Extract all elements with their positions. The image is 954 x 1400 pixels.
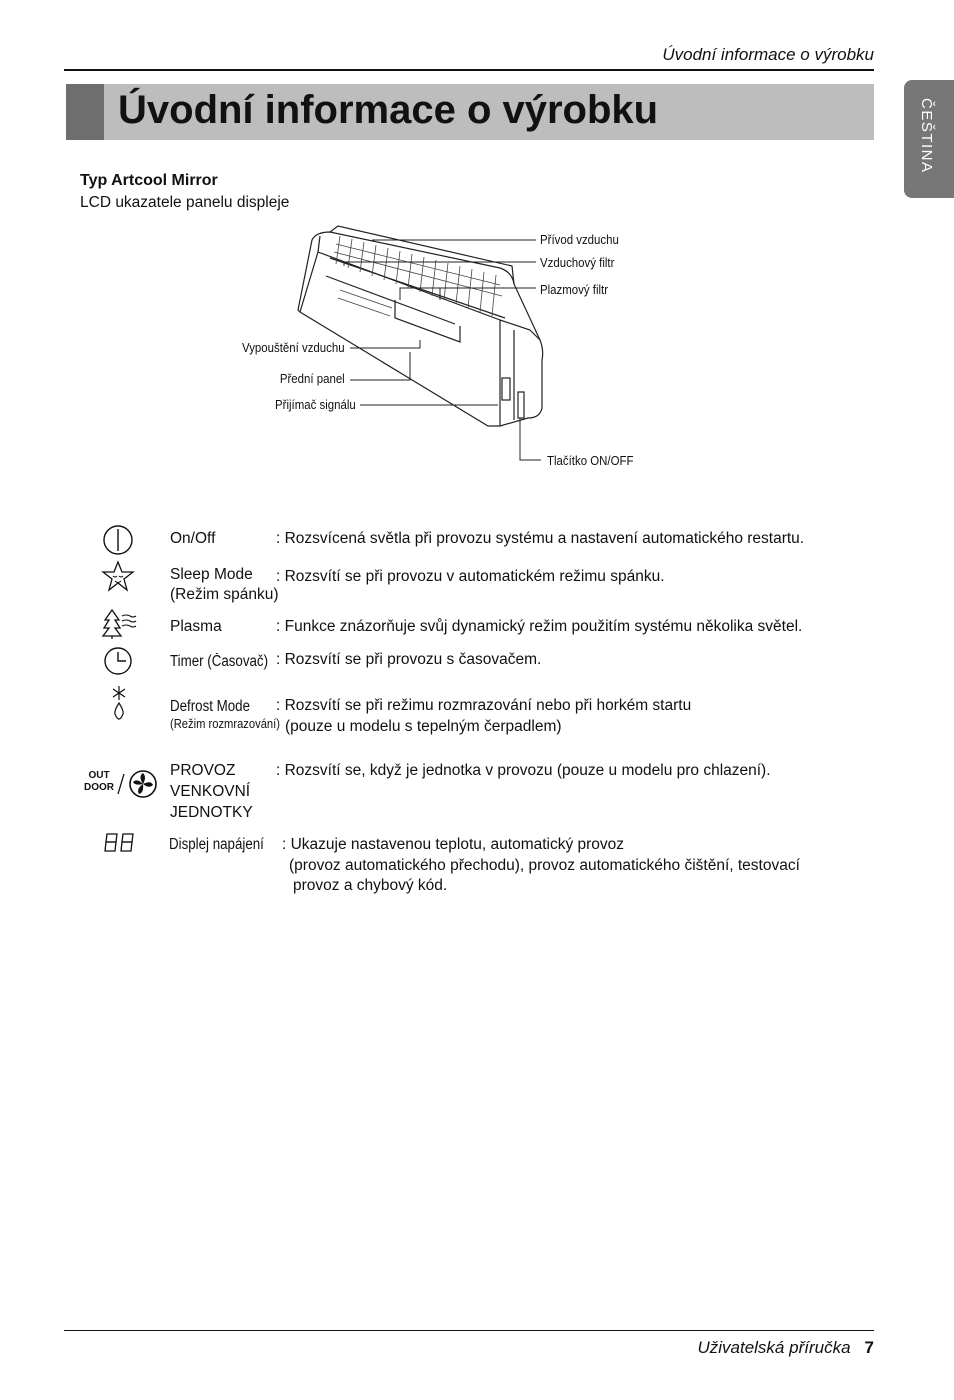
label-signal-receiver: Přijímač signálu (275, 397, 356, 412)
language-tab-label: ČEŠTINA (918, 98, 935, 174)
page-number: 7 (864, 1338, 874, 1357)
plasma-tree-icon (101, 608, 137, 640)
indicator-desc-sleep: : Rozsvítí se při provozu v automatickém režimu spánku. (276, 568, 665, 585)
running-header: Úvodní informace o výrobku (662, 45, 874, 64)
section-subheading: LCD ukazatele panelu displeje (80, 194, 290, 211)
indicator-label-plasma: Plasma (170, 618, 222, 635)
outdoor-fan-icon (116, 768, 158, 800)
label-plasma-filter: Plazmový filtr (540, 282, 609, 297)
footer (560, 1338, 874, 1358)
clock-icon (103, 646, 133, 676)
label-onoff-button: Tlačítko ON/OFF (547, 453, 634, 468)
label-air-outlet: Vypouštění vzduchu (242, 340, 345, 355)
indicator-desc-defrost-2: (pouze u modelu s tepelným čerpadlem) (285, 718, 562, 735)
indicator-label-outdoor: PROVOZ (170, 762, 236, 779)
page-title: Úvodní informace o výrobku (118, 88, 659, 132)
indicator-label-defrost: Defrost Mode (170, 698, 251, 715)
sleep-star-icon (101, 560, 135, 592)
indicator-label-sleep: Sleep Mode (170, 566, 253, 583)
label-air-filter: Vzduchový filtr (540, 255, 615, 270)
label-front-panel: Přední panel (280, 371, 345, 386)
indoor-unit-diagram (0, 0, 954, 500)
outdoor-icon-text-out: OUT (88, 770, 110, 781)
outdoor-icon-text (82, 770, 116, 794)
indicator-desc-plasma: : Funkce znázorňuje svůj dynamický režim použitím systému několika světel. (276, 618, 803, 635)
power-icon (102, 524, 134, 556)
footer-rule (64, 1330, 874, 1331)
indicator-desc-defrost: : Rozsvítí se při režimu rozmrazování nebo při horkém startu (276, 697, 692, 714)
label-air-intake: Přívod vzduchu (540, 232, 619, 247)
indicator-label-outdoor-3: JEDNOTKY (170, 804, 253, 821)
section-heading: Typ Artcool Mirror (80, 172, 218, 189)
indicator-label-onoff: On/Off (170, 530, 216, 547)
indicator-desc-display-3: provoz a chybový kód. (293, 877, 448, 894)
indicator-desc-timer: : Rozsvítí se při provozu s časovačem. (276, 651, 542, 668)
defrost-icon (108, 684, 130, 720)
indicator-desc-display-2: (provoz automatického přechodu), provoz automatického čištění, testovací (289, 857, 800, 874)
indicator-label-timer: Timer (Časovač) (170, 653, 269, 670)
indicator-label-display: Displej napájení (169, 836, 264, 853)
outdoor-icon-text-door: DOOR (84, 782, 114, 793)
indicator-label-sleep-sub: (Režim spánku) (170, 586, 279, 603)
indicator-desc-onoff: : Rozsvícená světla při provozu systému a nastavení automatického restartu. (276, 530, 805, 547)
footer-title: Uživatelská příručka (697, 1338, 851, 1357)
indicator-desc-outdoor: : Rozsvítí se, když je jednotka v provozu (pouze u modelu pro chlazení). (276, 762, 771, 779)
indicator-desc-display: : Ukazuje nastavenou teplotu, automatický provoz (282, 836, 625, 853)
indicator-label-defrost-sub: (Režim rozmrazování) (170, 716, 280, 731)
indicator-label-outdoor-2: VENKOVNÍ (170, 783, 251, 800)
seven-segment-icon (104, 832, 136, 854)
